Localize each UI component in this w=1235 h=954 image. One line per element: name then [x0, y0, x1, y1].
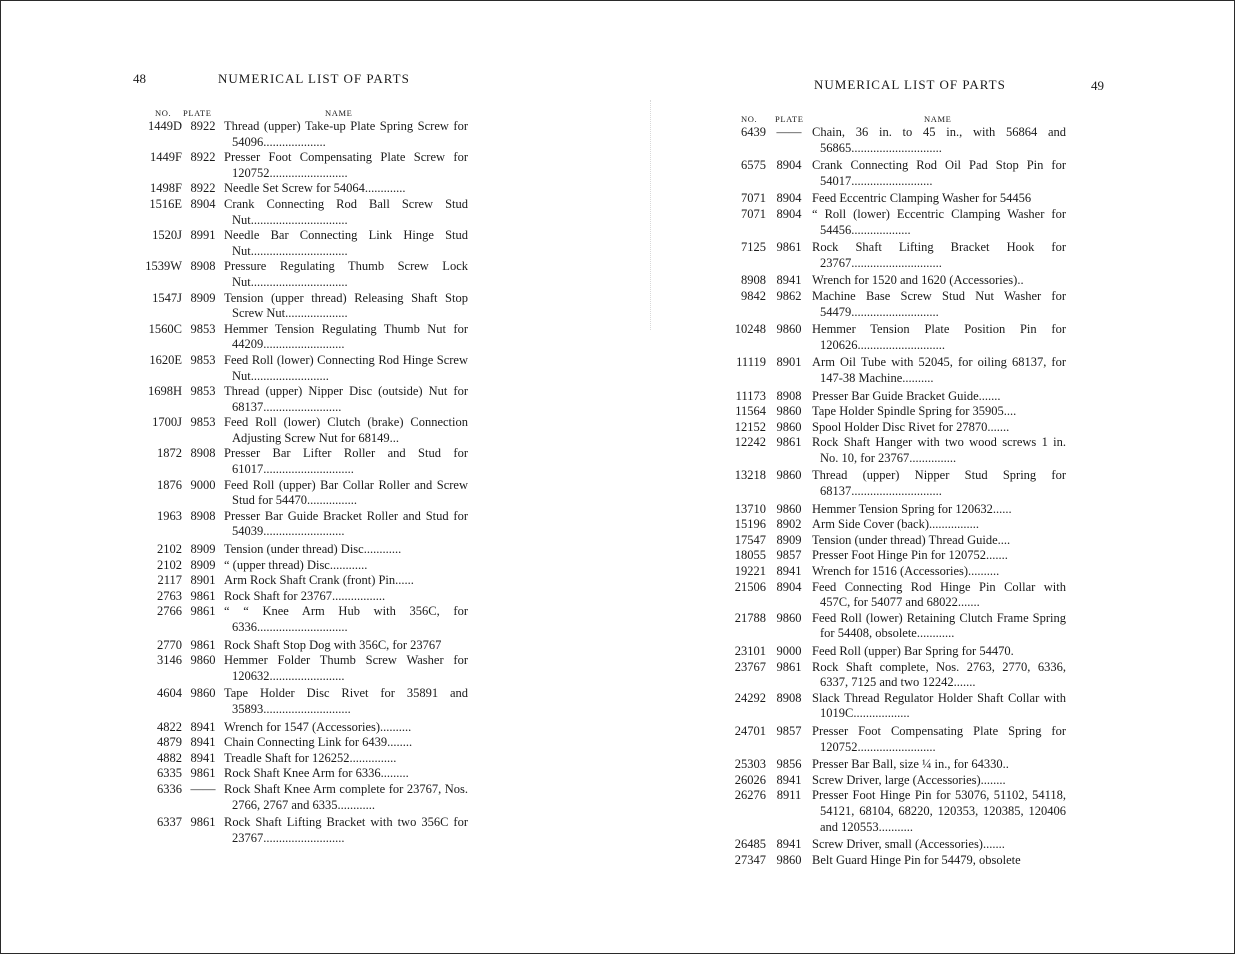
part-plate: 8904	[776, 191, 802, 206]
part-row	[726, 355, 1066, 386]
part-row	[726, 564, 1066, 580]
part-plate: 9861	[776, 240, 802, 255]
part-plate: ——	[190, 781, 216, 796]
part-name: Feed Connecting Rod Hinge Pin Collar with 457C, for 54077 and 68022.......	[812, 579, 1066, 610]
parts-list	[726, 125, 1066, 868]
part-number: 1516E	[149, 196, 182, 211]
part-row	[726, 691, 1066, 722]
column-header-no: NO.	[741, 114, 758, 124]
part-row	[726, 158, 1066, 189]
part-plate: 9861	[190, 604, 216, 619]
part-number: 1700J	[152, 415, 182, 430]
part-name: Screw Driver, large (Accessories)........	[812, 772, 1006, 787]
part-number: 11119	[736, 355, 766, 370]
part-plate: 9857	[776, 723, 802, 738]
part-name: Feed Roll (lower) Connecting Rod Hinge Screw Nut.........................	[224, 352, 468, 383]
part-number: 8908	[741, 273, 766, 288]
part-plate: 9861	[776, 659, 802, 674]
part-number: 12242	[734, 435, 766, 450]
part-plate: 8908	[776, 690, 802, 705]
part-name: Spool Holder Disc Rivet for 27870.......	[812, 419, 1010, 434]
page-title: NUMERICAL LIST OF PARTS	[218, 71, 410, 86]
part-name: Belt Guard Hinge Pin for 54479, obsolete	[812, 852, 1021, 867]
part-name: Tape Holder Disc Rivet for 35891 and 35893............................	[224, 686, 468, 716]
part-number: 13218	[734, 468, 766, 483]
part-name: Rock Shaft complete, Nos. 2763, 2770, 6336, 6337, 7125 and two 12242.......	[812, 659, 1066, 690]
part-name: Feed Roll (upper) Bar Spring for 54470.	[812, 644, 1014, 658]
part-row	[726, 548, 1066, 564]
part-plate: ——	[776, 125, 802, 139]
part-plate: 9861	[190, 637, 216, 652]
part-plate: 9853	[190, 352, 216, 367]
part-row	[726, 644, 1066, 660]
part-row	[726, 853, 1066, 869]
part-number: 9842	[741, 288, 766, 303]
right-page	[618, 0, 1235, 954]
part-number: 6337	[157, 815, 182, 830]
part-plate: 9860	[776, 404, 802, 419]
part-name: Rock Shaft Lifting Bracket with two 356C for 23767..........................	[224, 815, 468, 845]
part-row	[142, 751, 468, 767]
part-row	[142, 653, 468, 684]
column-header-plate: PLATE	[775, 114, 804, 124]
part-name: Presser Foot Hinge Pin for 120752.......	[812, 548, 1008, 563]
part-plate: 9861	[190, 766, 216, 781]
part-plate: 9860	[190, 686, 216, 701]
part-row	[726, 724, 1066, 755]
part-row	[142, 638, 468, 654]
part-number: 1449D	[147, 119, 182, 133]
part-row	[726, 611, 1066, 642]
part-plate: 8904	[776, 158, 802, 173]
part-name: Wrench for 1547 (Accessories)..........	[224, 719, 412, 734]
part-plate: 9860	[776, 501, 802, 516]
part-number: 1449F	[150, 150, 182, 165]
column-header-plate: PLATE	[183, 108, 212, 118]
part-number: 2763	[157, 588, 182, 603]
part-name: Wrench for 1520 and 1620 (Accessories)..	[812, 273, 1024, 288]
part-name: Needle Set Screw for 54064.............	[224, 181, 406, 196]
part-row	[726, 289, 1066, 320]
part-plate: 8904	[776, 206, 802, 221]
part-name: Hemmer Folder Thumb Screw Washer for 120632........................	[224, 653, 468, 683]
part-name: Hemmer Tension Regulating Thumb Nut for 44209..........................	[224, 321, 468, 352]
part-plate: 8922	[190, 150, 216, 165]
part-number: 21788	[734, 610, 766, 625]
part-number: 24292	[734, 690, 766, 705]
part-name: Rock Shaft Knee Arm complete for 23767, Nos. 2766, 2767 and 6335............	[224, 781, 468, 812]
part-number: 4879	[157, 735, 182, 750]
part-number: 4822	[157, 719, 182, 734]
part-plate: 8909	[776, 532, 802, 547]
part-plate: 8901	[776, 355, 802, 370]
part-name: Feed Eccentric Clamping Washer for 54456	[812, 191, 1032, 206]
part-row	[142, 478, 468, 509]
part-plate: 8922	[190, 119, 216, 133]
part-number: 26276	[734, 788, 766, 803]
part-number: 23767	[734, 659, 766, 674]
part-plate: 8901	[190, 573, 216, 588]
part-plate: 9860	[776, 322, 802, 337]
part-plate: 8909	[190, 290, 216, 305]
part-row	[142, 589, 468, 605]
part-row	[142, 228, 468, 259]
part-row	[726, 435, 1066, 466]
part-name: Arm Rock Shaft Crank (front) Pin......	[224, 573, 414, 588]
part-row	[726, 420, 1066, 436]
part-number: 1698H	[147, 384, 182, 399]
column-header-name: NAME	[924, 114, 952, 124]
part-name: Needle Bar Connecting Link Hinge Stud Nut...............................	[224, 228, 468, 258]
part-name: Presser Bar Lifter Roller and Stud for 61017.............................	[224, 446, 468, 477]
part-number: 1498F	[150, 181, 182, 196]
page-number: 49	[1091, 78, 1104, 93]
part-plate: 8908	[776, 388, 802, 403]
part-plate: 8941	[190, 735, 216, 750]
part-row	[726, 788, 1066, 835]
part-plate: 9853	[190, 321, 216, 336]
part-name: Hemmer Tension Plate Position Pin for 120626............................	[812, 322, 1066, 352]
part-plate: 8941	[776, 837, 802, 852]
part-name: Chain, 36 in. to 45 in., with 56864 and 56865.............................	[812, 125, 1066, 155]
part-name: “ Roll (lower) Eccentric Clamping Washer for 54456...................	[812, 206, 1066, 237]
part-plate: 8922	[190, 181, 216, 196]
part-name: Feed Roll (lower) Retaining Clutch Frame Spring for 54408, obsolete............	[812, 610, 1066, 641]
part-plate: 9862	[776, 288, 802, 303]
part-name: Crank Connecting Rod Ball Screw Stud Nut...............................	[224, 196, 468, 227]
part-plate: 8941	[776, 273, 802, 288]
part-plate: 9860	[776, 468, 802, 483]
part-row	[142, 735, 468, 751]
part-name: Rock Shaft for 23767.................	[224, 588, 386, 603]
part-number: 1872	[157, 446, 182, 461]
part-name: Rock Shaft Stop Dog with 356C, for 23767	[224, 637, 442, 652]
part-name: Tension (upper thread) Releasing Shaft Stop Screw Nut....................	[224, 290, 468, 321]
part-row	[726, 517, 1066, 533]
part-plate: 9860	[190, 653, 216, 668]
part-plate: 8941	[190, 750, 216, 765]
part-number: 1547J	[152, 290, 182, 305]
parts-list	[142, 119, 468, 846]
part-number: 4882	[157, 750, 182, 765]
part-number: 4604	[157, 686, 182, 701]
part-name: Crank Connecting Rod Oil Pad Stop Pin for 54017..........................	[812, 158, 1066, 188]
part-row	[142, 573, 468, 589]
part-number: 6439	[741, 125, 766, 139]
part-row	[142, 259, 468, 290]
part-number: 2770	[157, 637, 182, 652]
part-row	[142, 197, 468, 228]
part-number: 2766	[157, 604, 182, 619]
part-row	[726, 837, 1066, 853]
part-row	[142, 604, 468, 635]
part-plate: 9000	[190, 477, 216, 492]
part-plate: 8911	[776, 788, 802, 803]
part-number: 1560C	[148, 321, 182, 336]
part-row	[142, 686, 468, 717]
part-row	[726, 273, 1066, 289]
part-number: 6336	[157, 781, 182, 796]
part-number: 3146	[157, 653, 182, 668]
part-number: 2117	[157, 573, 182, 588]
part-name: Rock Shaft Lifting Bracket Hook for 23767.............................	[812, 240, 1066, 270]
part-number: 10248	[734, 322, 766, 337]
part-plate: 9000	[776, 644, 802, 658]
part-name: Tension (under thread) Disc............	[224, 542, 402, 557]
part-name: Pressure Regulating Thumb Screw Lock Nut...............................	[224, 259, 468, 289]
part-row	[142, 119, 468, 150]
part-number: 12152	[734, 419, 766, 434]
part-row	[142, 542, 468, 558]
part-row	[142, 322, 468, 353]
column-header-no: NO.	[155, 108, 172, 118]
part-name: Presser Bar Guide Bracket Guide.......	[812, 388, 1001, 403]
part-plate: 8909	[190, 557, 216, 572]
part-number: 1520J	[152, 228, 182, 243]
part-row	[142, 446, 468, 477]
part-row	[142, 415, 468, 446]
part-name: Thread (upper) Nipper Stud Spring for 68137.............................	[812, 468, 1066, 499]
part-plate: 8902	[776, 517, 802, 532]
column-header-name: NAME	[325, 108, 353, 118]
part-name: Presser Foot Hinge Pin for 53076, 51102, 54118, 54121, 68104, 68220, 120353, 120385, 120406 and 120553...........	[812, 788, 1066, 834]
part-name: Presser Foot Compensating Plate Spring for 120752.........................	[812, 723, 1066, 754]
part-plate: 9856	[776, 757, 802, 772]
part-plate: 8904	[776, 579, 802, 594]
part-number: 7071	[741, 206, 766, 221]
part-plate: 9861	[776, 435, 802, 450]
part-number: 1963	[157, 508, 182, 523]
part-name: Screw Driver, small (Accessories).......	[812, 837, 1005, 852]
part-number: 27347	[734, 852, 766, 867]
part-plate: 9860	[776, 852, 802, 867]
page-title: NUMERICAL LIST OF PARTS	[814, 77, 1006, 92]
part-name: Hemmer Tension Spring for 120632......	[812, 501, 1012, 516]
part-plate: 8909	[190, 542, 216, 557]
part-number: 25303	[734, 757, 766, 772]
part-plate: 9853	[190, 384, 216, 399]
part-row	[142, 291, 468, 322]
part-name: Presser Bar Ball, size ¼ in., for 64330..	[812, 757, 1009, 772]
part-number: 26026	[734, 772, 766, 787]
part-number: 6575	[741, 158, 766, 173]
part-row	[726, 757, 1066, 773]
part-plate: 8941	[776, 564, 802, 579]
part-name: Arm Side Cover (back)................	[812, 517, 979, 532]
part-number: 1620E	[149, 352, 182, 367]
part-number: 2102	[157, 542, 182, 557]
part-row	[726, 240, 1066, 271]
part-row	[726, 468, 1066, 499]
part-plate: 8941	[776, 772, 802, 787]
part-name: Chain Connecting Link for 6439........	[224, 735, 413, 750]
part-name: “ (upper thread) Disc............	[224, 557, 368, 572]
part-plate: 9860	[776, 610, 802, 625]
part-name: Thread (upper) Nipper Disc (outside) Nut for 68137.........................	[224, 384, 468, 414]
part-plate: 9853	[190, 415, 216, 430]
part-plate: 8904	[190, 196, 216, 211]
part-row	[142, 720, 468, 736]
part-name: Slack Thread Regulator Holder Shaft Collar with 1019C..................	[812, 690, 1066, 721]
part-row	[726, 207, 1066, 238]
part-number: 23101	[734, 644, 766, 658]
part-row	[726, 322, 1066, 353]
part-number: 11564	[735, 404, 766, 419]
part-row	[726, 533, 1066, 549]
part-plate: 8908	[190, 446, 216, 461]
part-number: 26485	[734, 837, 766, 852]
part-name: Feed Roll (lower) Clutch (brake) Connection Adjusting Screw Nut for 68149...	[224, 415, 468, 445]
part-number: 13710	[734, 501, 766, 516]
part-number: 17547	[734, 532, 766, 547]
part-row	[142, 181, 468, 197]
part-name: Rock Shaft Knee Arm for 6336.........	[224, 766, 409, 781]
part-row	[142, 509, 468, 540]
part-row	[726, 191, 1066, 207]
part-row	[142, 766, 468, 782]
part-row	[142, 558, 468, 574]
part-number: 18055	[734, 548, 766, 563]
part-row	[726, 773, 1066, 789]
part-name: Feed Roll (upper) Bar Collar Roller and Screw Stud for 54470................	[224, 477, 468, 508]
part-number: 7071	[741, 191, 766, 206]
part-row	[726, 389, 1066, 405]
part-number: 1539W	[145, 259, 182, 274]
part-row	[142, 384, 468, 415]
part-number: 24701	[734, 723, 766, 738]
part-name: “ “ Knee Arm Hub with 356C, for 6336.............................	[224, 604, 468, 634]
part-name: Tape Holder Spindle Spring for 35905....	[812, 404, 1017, 419]
part-number: 2102	[157, 557, 182, 572]
part-name: Treadle Shaft for 126252...............	[224, 750, 397, 765]
part-row	[726, 404, 1066, 420]
part-plate: 9861	[190, 588, 216, 603]
part-name: Wrench for 1516 (Accessories)..........	[812, 564, 1000, 579]
part-row	[142, 815, 468, 846]
part-number: 15196	[734, 517, 766, 532]
part-plate: 8941	[190, 719, 216, 734]
part-row	[142, 353, 468, 384]
part-name: Presser Bar Guide Bracket Roller and Stud for 54039..........................	[224, 508, 468, 539]
part-row	[726, 502, 1066, 518]
page-number: 48	[133, 71, 146, 86]
part-row	[726, 660, 1066, 691]
part-row	[726, 125, 1066, 156]
part-plate: 9860	[776, 419, 802, 434]
part-name: Machine Base Screw Stud Nut Washer for 54479............................	[812, 288, 1066, 319]
part-name: Arm Oil Tube with 52045, for oiling 68137, for 147-38 Machine..........	[812, 355, 1066, 385]
part-plate: 8908	[190, 508, 216, 523]
part-row	[142, 782, 468, 813]
part-number: 21506	[734, 579, 766, 594]
part-plate: 8991	[190, 228, 216, 243]
part-number: 7125	[741, 240, 766, 255]
part-number: 19221	[734, 564, 766, 579]
part-number: 1876	[157, 477, 182, 492]
part-name: Rock Shaft Hanger with two wood screws 1 in. No. 10, for 23767...............	[812, 435, 1066, 465]
part-number: 6335	[157, 766, 182, 781]
part-name: Thread (upper) Take-up Plate Spring Screw for 54096....................	[224, 119, 468, 149]
part-number: 11173	[735, 388, 766, 403]
part-plate: 9861	[190, 815, 216, 830]
part-name: Presser Foot Compensating Plate Screw for 120752.........................	[224, 150, 468, 180]
part-row	[726, 580, 1066, 611]
part-plate: 9857	[776, 548, 802, 563]
part-plate: 8908	[190, 259, 216, 274]
part-name: Tension (under thread) Thread Guide....	[812, 532, 1011, 547]
part-row	[142, 150, 468, 181]
